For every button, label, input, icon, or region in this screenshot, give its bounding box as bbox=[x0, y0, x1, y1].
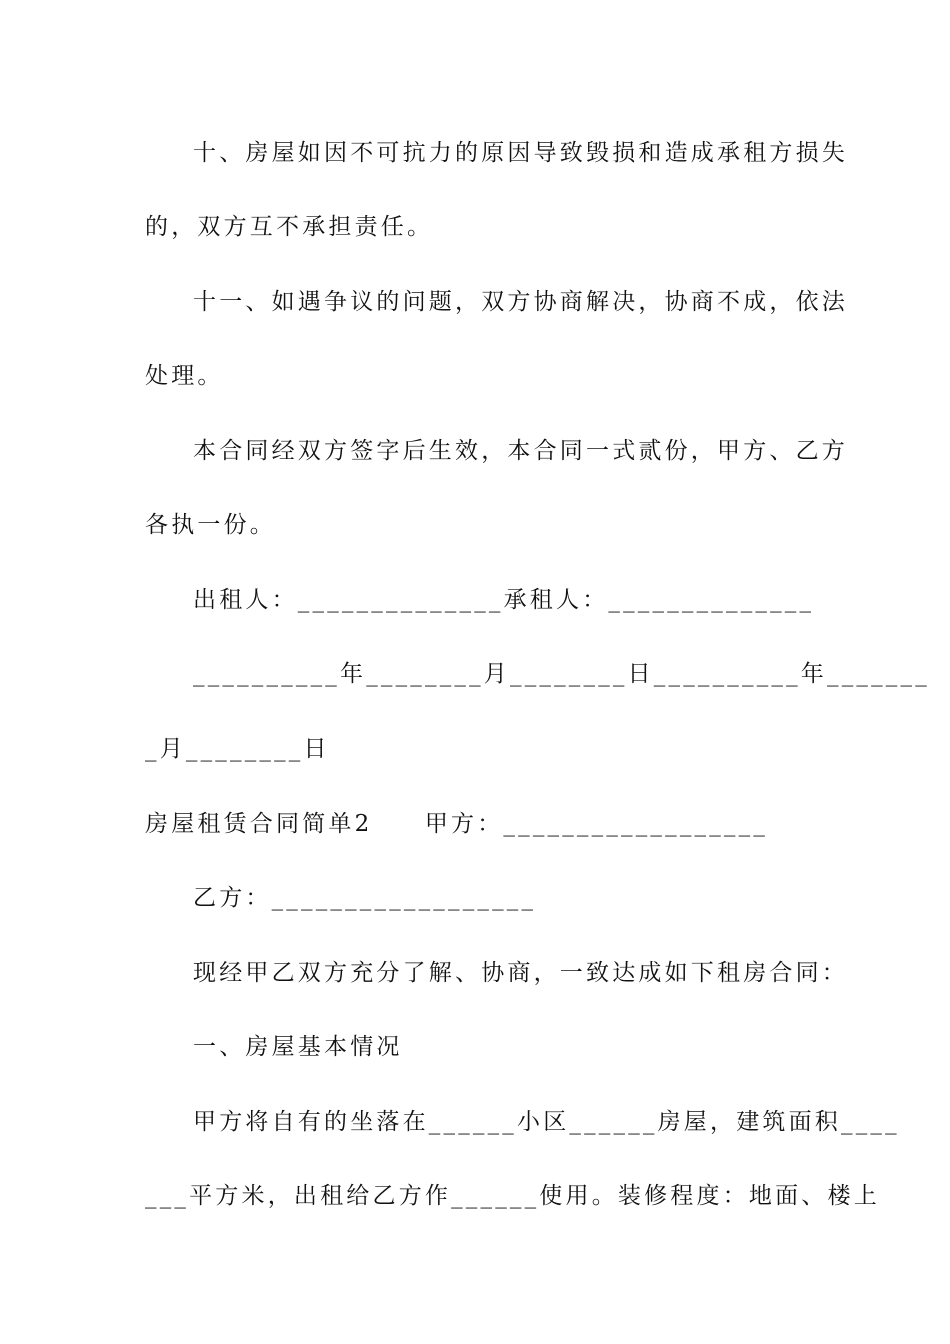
date-line-2: _月________日 bbox=[145, 736, 330, 762]
section-1-line-1: 甲方将自有的坐落在______小区______房屋，建筑面积____ bbox=[193, 1109, 900, 1135]
clause-11-line-1: 十一、如遇争议的问题，双方协商解决，协商不成，依法 bbox=[193, 289, 848, 315]
party-b-line: 乙方：__________________ bbox=[193, 885, 537, 911]
clause-11-line-2: 处理。 bbox=[145, 363, 224, 389]
section-1-heading: 一、房屋基本情况 bbox=[193, 1034, 403, 1060]
effect-clause-line-1: 本合同经双方签字后生效，本合同一式贰份，甲方、乙方 bbox=[193, 438, 848, 464]
clause-10-line-2: 的，双方互不承担责任。 bbox=[145, 214, 434, 240]
date-line-1: __________年________月________日__________年_______ bbox=[193, 661, 930, 687]
effect-clause-line-2: 各执一份。 bbox=[145, 512, 276, 538]
section-1-line-2: ___平方米，出租给乙方作______使用。装修程度：地面、楼上 bbox=[145, 1183, 880, 1209]
signature-line: 出租人：______________承租人：______________ bbox=[193, 587, 815, 613]
contract-2-title-party-a: 房屋租赁合同简单2 甲方：__________________ bbox=[145, 811, 769, 837]
clause-10-line-1: 十、房屋如因不可抗力的原因导致毁损和造成承租方损失 bbox=[193, 140, 848, 166]
preamble-line: 现经甲乙双方充分了解、协商，一致达成如下租房合同： bbox=[193, 960, 848, 986]
